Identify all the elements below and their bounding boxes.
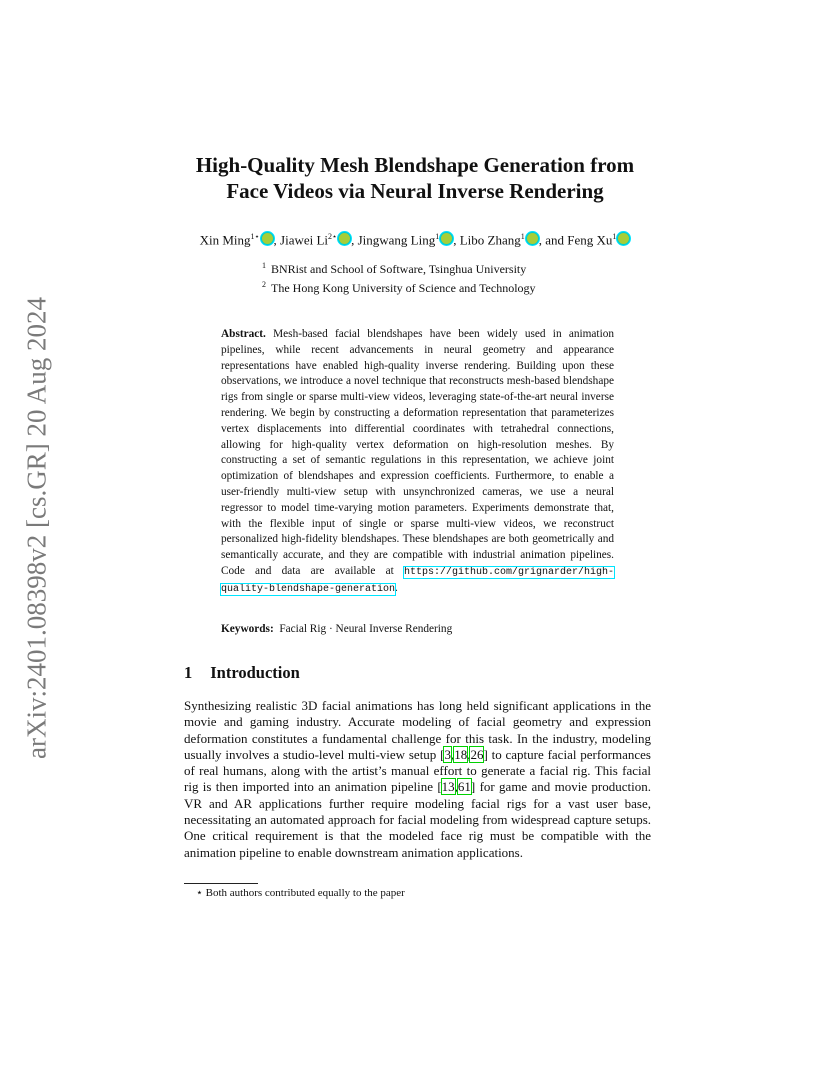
keywords-text: Facial Rig · Neural Inverse Rendering bbox=[279, 623, 453, 635]
citation-link[interactable]: 26 bbox=[470, 746, 484, 762]
affiliation-sup: 2 bbox=[262, 280, 266, 289]
intro-text: , bbox=[454, 779, 458, 795]
section-heading bbox=[184, 663, 300, 683]
paper-title bbox=[150, 152, 680, 204]
affiliation-line bbox=[262, 258, 536, 277]
author-name: Libo Zhang bbox=[459, 232, 521, 248]
author-name: Xin Ming bbox=[199, 232, 251, 248]
abstract-label: Abstract. bbox=[221, 328, 266, 340]
author-sup: 1 bbox=[612, 232, 617, 241]
author-name: Jingwang Ling bbox=[357, 232, 436, 248]
affiliation-line bbox=[262, 277, 536, 296]
author-sup: 2⋆ bbox=[328, 232, 338, 241]
footnote bbox=[196, 886, 405, 899]
footnote-rule bbox=[184, 883, 258, 884]
author-separator: , bbox=[273, 232, 281, 248]
abstract-end: . bbox=[395, 581, 398, 594]
author-list bbox=[150, 228, 680, 249]
intro-text: ] to capture facial performances of real humans, along with the artist’s manual effort to generate a facial rig. This facial rig is then imported into an animation pipeline [ bbox=[184, 746, 651, 795]
author-name: Jiawei Li bbox=[280, 232, 329, 248]
abstract bbox=[221, 327, 614, 598]
intro-text: , bbox=[467, 746, 471, 762]
author-separator: , bbox=[453, 232, 460, 248]
affiliation-sup: 1 bbox=[262, 261, 266, 270]
orcid-icon[interactable] bbox=[261, 232, 274, 245]
footnote-mark: ⋆ bbox=[196, 887, 203, 899]
author-sup: 1 bbox=[520, 232, 525, 241]
citation-link[interactable]: 18 bbox=[454, 746, 468, 762]
author-sup: 1 bbox=[435, 232, 440, 241]
author-separator: , bbox=[351, 232, 358, 248]
affiliation-text: BNRist and School of Software, Tsinghua University bbox=[271, 262, 527, 276]
orcid-icon[interactable] bbox=[526, 232, 539, 245]
citation-link[interactable]: 13 bbox=[441, 779, 455, 795]
intro-text: , bbox=[450, 746, 455, 762]
title-line-2: Face Videos via Neural Inverse Rendering bbox=[226, 179, 604, 203]
orcid-icon[interactable] bbox=[338, 232, 351, 245]
citation-link[interactable]: 61 bbox=[457, 779, 471, 795]
footnote-text: Both authors contributed equally to the paper bbox=[205, 887, 405, 899]
affiliations bbox=[262, 258, 536, 296]
abstract-text: Mesh-based facial blendshapes have been widely used in animation pipelines, while recent advancements in neural geometry and appearance representations have enabled high-quality inverse rendering. Building upon these observations, we introduce a novel technique that reconstructs mesh-based blendshape rigs from single or sparse multi-view videos, leveraging state-of-the-art neural inverse rendering. We begin by constructing a deformation representation that parameterizes vertex displacements into differential coordinates with tetrahedral connections, allowing for high-quality vertex deformation on high-resolution meshes. By constructing a set of semantic regulations in this representation, we achieve joint optimization of blendshapes and expression coefficients. Furthermore, to enable a user-friendly multi-view setup with unsynchronized cameras, we use a neural regressor to model time-varying motion parameters. Experiments demonstrate that, with the flexible input of single or sparse multi-view videos, we reconstruct personalized high-fidelity blendshapes. These blendshapes are both geometrically and semantically accurate, and they are compatible with industrial animation pipelines. Code and data are available at bbox=[221, 328, 615, 577]
author-name: Feng Xu bbox=[567, 232, 613, 248]
intro-text: Synthesizing realistic 3D facial animations has long held significant applications in the movie and gaming industry. Accurate modeling of facial geometry and expression deformation constitutes a fundamental challenge for this task. In the industry, modeling usually involves a studio-level multi-view setup [ bbox=[184, 698, 651, 762]
arxiv-stamp: arXiv:2401.08398v2 [cs.GR] 20 Aug 2024 bbox=[21, 297, 52, 759]
orcid-icon[interactable] bbox=[617, 232, 630, 245]
keywords bbox=[221, 623, 452, 635]
author-separator: , and bbox=[538, 232, 568, 248]
author-sup: 1⋆ bbox=[250, 232, 260, 241]
title-line-1: High-Quality Mesh Blendshape Generation from bbox=[195, 153, 635, 177]
section-number: 1 bbox=[184, 663, 193, 682]
affiliation-text: The Hong Kong University of Science and Technology bbox=[271, 281, 536, 295]
intro-text: ] for game and movie production. VR and AR applications further require modeling facial rigs for a vast user base, necessitating an automated approach for facial modeling from widespread capture setups. One critical requirement is that the modeled face rig must be compatible with the animation pipeline to enable downstream animation applications. bbox=[184, 779, 651, 860]
orcid-icon[interactable] bbox=[440, 232, 453, 245]
intro-paragraph bbox=[184, 698, 651, 861]
section-title: Introduction bbox=[210, 663, 300, 682]
code-url-link[interactable]: https://github.com/grignarder/high-quality-blendshape-generation bbox=[221, 566, 614, 595]
citation-link[interactable]: 3 bbox=[444, 746, 451, 762]
keywords-label: Keywords: bbox=[221, 623, 274, 635]
